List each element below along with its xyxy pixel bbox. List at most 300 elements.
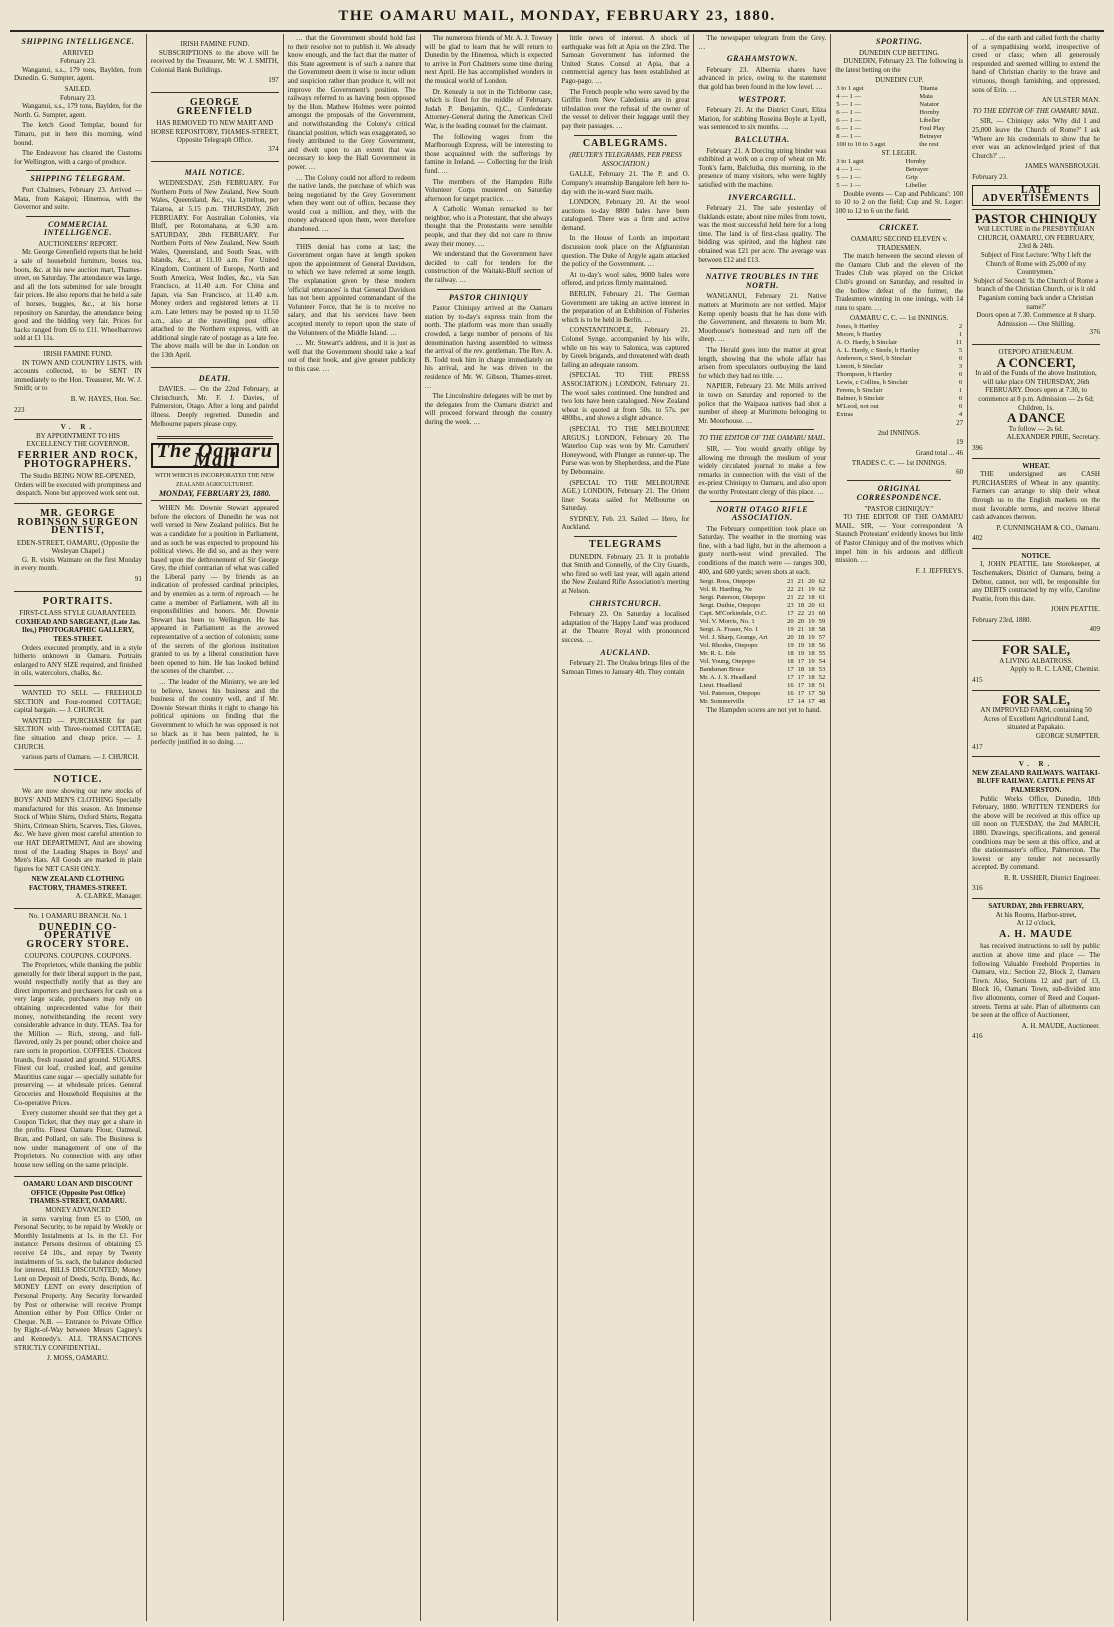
ad-number: 374 [268, 144, 279, 153]
chiniquy-letter-text: TO THE EDITOR OF THE OAMARU MAIL. SIR, — Your correspondent 'A Staunch Protestant' evidently knows but little of Pastor Chiniquy and of the motives which impel him in his arduous and difficult mission. … [835, 513, 964, 565]
table-cell: 61 [818, 602, 826, 610]
notice-heading: NOTICE. [53, 773, 103, 785]
ketch-text: The ketch Good Templar, bound for Timaru, put in here this morning, wind bound. [14, 121, 142, 147]
shipping-telegram-heading: SHIPPING TELEGRAM. [30, 174, 126, 184]
cable-2: LONDON, February 20. At the wool auctions to-day 8800 bales have been catalogued. There was a firm and active demand. [561, 198, 690, 232]
sailed-date: February 23. [60, 93, 96, 102]
table-cell: Natator [919, 100, 940, 108]
moss-signature: J. MOSS, OAMARU. [47, 1354, 109, 1363]
cable-9: (SPECIAL TO THE MELBOURNE AGE.) LONDON, February 21. The Orient liner Sorata sailed for Melbourne on Saturday. [561, 478, 690, 513]
news-item-4: The members of the Hampden Rifle Volunteer Corps mustered on Saturday afternoon for target practice. … [424, 177, 553, 203]
table-cell: 18 [797, 634, 805, 642]
ad-number: 415 [972, 676, 983, 684]
cricket-score-row [835, 403, 963, 411]
mail-heading: MAIL NOTICE. [184, 167, 245, 177]
wanted-ad-3: various parts of Oamaru. — J. CHURCH. [22, 753, 140, 762]
table-cell: A. O. Hardy, b Sinclair [836, 338, 898, 346]
divider [26, 170, 130, 171]
table-cell: 17 [797, 682, 805, 690]
sale-rooms: At his Rooms, Harbor-street, [995, 910, 1077, 919]
table-cell: Hornby [905, 157, 926, 165]
coxhead-text: Orders executed promptly, and in a style hitherto unknown in Oamaru. Portraits enlarged to ANY SIZE required, and finished in oils, watercolors, chalks, &c. [14, 643, 142, 678]
notice2-text: I, JOHN PEATTIE, late Storekeeper, at Teschemakers, District of Oamaru, being a Debtor, cannot, nor will, be responsible for any DEBTS contracted by my wife, Caroline Peattie, from this date. [972, 560, 1100, 603]
table-cell: Mr. A. J. S. Headland [699, 674, 757, 682]
rifle-scores-table [698, 578, 826, 706]
late-advertisements-heading: LATE ADVERTISEMENTS [972, 185, 1100, 206]
rifle-score-row [698, 698, 826, 706]
chiniquy-heading: PASTOR CHINIQUY [448, 292, 529, 302]
christchurch-text: February 23. On Saturday a localised adaptation of the 'Happy Land' was produced at the Theatre Royal with pronounced success. … [561, 610, 690, 644]
mail-notice [151, 161, 279, 364]
news-item-6: We understand that the Government have decided to call for tenders for the construction of the Waitaki-Bluff section of the railway. … [424, 250, 553, 285]
column-2 [147, 34, 284, 1621]
portraits-subheading: FIRST-CLASS STYLE GUARANTEED. [19, 609, 137, 618]
robinson-ad [14, 503, 142, 588]
portraits-ad [14, 591, 142, 682]
cable-8: (SPECIAL TO THE MELBOURNE ARGUS.) LONDON, February 20. The Waterloo Cup was won by Mr. Carruthers' Honeywood, with Plunger as runner-up. The Purse was won by Shepherdess, and the Plate by Debonnaire. [561, 424, 690, 476]
pirie-signature: ALEXANDER PIRIE, Secretary. [1006, 433, 1100, 442]
rifle-score-row [698, 690, 826, 698]
endeavour-text: The Endeavour has cleared the Customs for Wellington, with a cargo of produce. [14, 149, 142, 166]
wansbrough-signature: JAMES WANSBROUGH. [1025, 162, 1100, 171]
ad-number: 91 [134, 575, 142, 584]
sailed-text: Wanganui, s.s., 179 tons, Baylden, for the North. G. Sumpter, agent. [14, 102, 142, 119]
native-troubles-text-2: The Herald goes into the matter at great length, showing that the whole affair has arisen from speculators outbuying the land for which they had no title. … [698, 346, 827, 380]
ferrier-text: The Studio BEING NOW RE-OPENED, Orders will be executed with promptness and despatch. None but approved work sent out. [14, 472, 142, 498]
table-cell: 4 [958, 410, 963, 418]
columns [10, 34, 1104, 1621]
table-cell: 6 — 1 — [836, 108, 861, 116]
dance-text: To follow — 2s 6d. [1008, 424, 1064, 433]
table-cell: 17 [797, 674, 805, 682]
maude-ad [972, 898, 1100, 1043]
table-cell: 0 [958, 394, 963, 402]
table-cell: 62 [818, 578, 826, 586]
famine-signature: B. W. HAYES, Hon. Sec. [70, 394, 142, 403]
leader-paragraph-6: … Mr. Stewart's address, and it is just as well that the Government should take a leaf out of their book, and give greater publicity to this case. … [287, 339, 416, 373]
table-cell: 0 [958, 370, 963, 378]
table-cell: 55 [818, 650, 826, 658]
column-3 [284, 34, 421, 1621]
wanted-ad-1: WANTED TO SELL — FREEHOLD SECTION and Four-roomed COTTAGE; capital bargain. — J. CHURCH. [14, 689, 142, 715]
famine-heading: IRISH FAMINE FUND. [43, 350, 113, 358]
divider [710, 501, 814, 502]
wanted-ads [14, 685, 142, 766]
divider [710, 429, 814, 430]
table-cell: 48 [818, 698, 826, 706]
jeffreys-signature: F. J. JEFFREYS. [915, 566, 964, 575]
table-cell: 22 [787, 586, 794, 594]
lane-signature: Apply to R. C. LANE, Chemist. [1009, 665, 1100, 674]
betting-row [835, 166, 963, 174]
ad-number: 417 [972, 742, 983, 751]
table-cell: Capt. M'Corkindale, O.C. [699, 610, 768, 618]
maude-signature: A. H. MAUDE, Auctioneer. [1021, 1021, 1100, 1030]
letter2-date: February 23. [972, 172, 1008, 181]
cricket-score-row [835, 331, 963, 339]
table-cell: Mr. Sommerville [699, 698, 745, 706]
column-1 [10, 34, 147, 1621]
trades-total: 60 [956, 467, 964, 476]
auction-heading: AUCTIONEERS' REPORT. [38, 239, 118, 248]
table-cell: Sergt. Paterson, Otepopo [699, 594, 766, 602]
betting-row [835, 141, 963, 149]
betting-row [835, 101, 963, 109]
chiniquy-lecture-ad [972, 209, 1100, 341]
table-cell: Libeller [919, 116, 941, 124]
robinson-address: EDEN-STREET, OAMARU, (Opposite the Wesleyan Chapel.) [16, 538, 140, 556]
divider [300, 238, 404, 239]
cricket-text: The match between the second eleven of the Oamaru Club and the eleven of the Trades Club was played on the Cricket Club's ground on Saturday, and resulted in the hollow defeat of the former, the Tradesmen winning in one innings, with 14 runs to spare. … [835, 252, 964, 312]
cricket-score-row [835, 395, 963, 403]
auckland-text: February 21. The Oralea brings files of the Samoan Times to January 4th. They contain [561, 659, 690, 676]
railways-text: Public Works Office, Dunedin, 18th February, 1880. WRITTEN TENDERS for the above will be received at this office up till noon on TUESDAY, the 2nd MARCH, 1880. Drawings, specifications, and general conditions may be seen at this office, and at the stationmaster's office, Palmerston. The lowest or any tender not necessarily accepted. By command. [972, 794, 1100, 872]
table-cell: 60 [818, 610, 826, 618]
clarke-signature: A. CLARKE, Manager. [75, 892, 142, 901]
table-cell: Foul Play [919, 124, 945, 132]
news-item-7: little news of interest. A shock of earthquake was felt at Apia on the 23rd. The Samoan Government has informed the United States Consul at Apia, that a commercial agency has been established at Pago-pago. … [561, 34, 690, 85]
table-cell: Balmer, b Sinclair [836, 394, 885, 402]
rifle-score-row [698, 586, 826, 594]
table-cell: Vol. Rhodes, Otepopo [699, 642, 758, 650]
table-cell: 8 — 1 — [836, 132, 861, 140]
cricket-score-row [835, 323, 963, 331]
table-cell: A. L. Hardy, c Steele, b Hartley [836, 346, 920, 354]
table-cell: Sergt. Ross, Otepopo [699, 578, 756, 586]
rifle-score-row [698, 666, 826, 674]
table-cell: Moore, b Hartley [836, 330, 882, 338]
dunedin-telegram: DUNEDIN. February 23. It is probable that Smith and Connelly, of the City Guards, who fired so well last year, will again attend the New Zealand Rifle Association's meeting at Nelson. [561, 552, 690, 596]
grand-total: Grand total ... 46 [915, 448, 964, 457]
table-cell: 5 [958, 346, 963, 354]
farm-text: AN IMPROVED FARM, containing 50 Acres of Excellent Agricultural Land, situated at Papakaio. [980, 706, 1092, 732]
ad-number: 396 [972, 443, 983, 452]
correspondence-heading: TO THE EDITOR OF THE OAMARU MAIL. [698, 434, 826, 443]
cricket-heading: CRICKET. [879, 223, 920, 233]
table-cell: 52 [818, 674, 826, 682]
balclutha-heading: BALCLUTHA. [734, 134, 790, 144]
famine2-text: SUBSCRIPTIONS to the above will be received by the Treasurer, Mr. W. J. SMITH, Colonial Bank Buildings. [150, 48, 279, 74]
cricket-score-row [835, 355, 963, 363]
betting-heading: DUNEDIN CUP BETTING. [858, 48, 940, 57]
table-cell: 20 [797, 618, 805, 626]
table-cell: Vol. Young, Otepopo [699, 658, 755, 666]
betting-row [835, 109, 963, 117]
table-cell: Vol. R. Harding, Ne [699, 586, 752, 594]
table-cell: 5 — 1 — [836, 173, 861, 181]
table-cell: Betrayer [905, 165, 929, 173]
table-cell: 20 [808, 578, 815, 586]
railways-ad [972, 756, 1100, 895]
betting-row [835, 174, 963, 182]
table-cell: 18 [808, 650, 815, 658]
table-cell: 4 — 1 — [836, 92, 861, 100]
christchurch-heading: CHRISTCHURCH. [589, 598, 662, 608]
table-cell: 17 [808, 690, 815, 698]
table-cell: Ferens, b Sinclair [836, 386, 883, 394]
ad-number: 409 [1089, 624, 1100, 633]
peattie-signature: JOHN PEATTIE. [1051, 605, 1100, 614]
table-cell: the rest [919, 140, 939, 148]
table-cell: 16 [787, 690, 794, 698]
maude-heading: A. H. MAUDE [999, 928, 1073, 940]
albatross-text: A LIVING ALBATROSS. [999, 656, 1073, 665]
table-cell: 19 [797, 642, 805, 650]
cricket-score-row [835, 387, 963, 395]
westport-heading: WESTPORT. [738, 94, 787, 104]
table-cell: 21 [787, 594, 794, 602]
table-cell: 16 [787, 682, 794, 690]
table-cell: Grip [905, 173, 918, 181]
famine-ad [14, 346, 142, 416]
ad-number: 223 [14, 405, 25, 414]
table-cell: 14 [797, 698, 805, 706]
rifle-score-row [698, 594, 826, 602]
rifle-text: The February competition took place on Saturday. The weather in the morning was fine, with a bad light, but in the afternoon a gusty north-west wind prevailed. The conditions of the match were — ranges 300, 400, and 600 yards; seven shots at each. [698, 524, 827, 576]
auction-text: Mr. George Greenfield reports that he held a sale of household furniture, boxes tea, boots, &c. at his new auction mart, Thames-street, on Saturday. The attendance was large, and all the lots submitted for sale brought fair prices. He also reports that he held a sale of horses, buggies, &c., at his horse repository on Saturday, the attendance being good and the bidding very fair. Prices for hacks ranged from £6 to £11. Wheelbarrows sold at £1 11s. [14, 248, 142, 343]
table-cell: 18 [787, 650, 794, 658]
cup-betting-table [835, 85, 963, 149]
grahamstown-heading: GRAHAMSTOWN. [726, 54, 798, 64]
chiniquy-letter-heading: "PASTOR CHINIQUY." [864, 504, 934, 513]
table-cell: 17 [787, 610, 794, 618]
concert-text: In aid of the Funds of the above Institution, will take place ON THURSDAY, 26th FEBRUARY. Doors open at 7.30, to commence at 8 p.m. Admission — 2s 6d; Children, 1s. [975, 369, 1097, 412]
ulster-signature: AN ULSTER MAN. [1041, 96, 1100, 105]
masthead: THE OAMARU MAIL, MONDAY, FEBRUARY 23, 1880. [10, 8, 1104, 32]
leader-paragraph-2: … The leader of the Ministry, we are led to believe, knows his business and the business of the country well, and if Mr. Downie Stewart thinks it right to change his political opinions on finding that the Government to which he was opposed is not so black as it has been painted, he is perfectly justified in so doing. … [150, 678, 279, 747]
table-cell: 0 [958, 354, 963, 362]
divider [574, 536, 678, 537]
wheat-text: THE undersigned are CASH PURCHASERS of Wheat in any quantity. Farmers can arrange to ship their wheat through us to the English markets on the most favorable terms, and receive liberal cash advances thereon. [972, 470, 1100, 522]
table-cell: 23 [787, 602, 794, 610]
commercial-heading: COMMERCIAL INTELLIGENCE. [43, 219, 112, 238]
table-cell: 22 [797, 594, 805, 602]
newspaper-subtitle: WITH WHICH IS INCORPORATED THE NEW ZEALAND AGRICULTURIST. [155, 473, 275, 488]
factory-name: NEW ZEALAND CLOTHING FACTORY, THAMES-STREET. [28, 875, 127, 892]
ad-number: 376 [1089, 328, 1100, 337]
table-cell: 3 [958, 362, 963, 370]
wheat-heading: WHEAT. [1022, 461, 1050, 470]
portraits-heading: PORTRAITS. [42, 595, 114, 607]
table-cell: 56 [818, 642, 826, 650]
grahamstown-text: February 23. Albernia shares have advanced in price, owing to the statement that gold has been found in the low level. … [698, 65, 827, 91]
sporting-heading: SPORTING. [875, 37, 923, 46]
ad-number: 402 [972, 534, 983, 543]
rifle-score-row [698, 602, 826, 610]
column-5 [558, 34, 695, 1621]
leader-paragraph-4: … The Colony could not afford to redeem the native lands, the purchase of which was being negotiated by the Grey Government when they went out of office, because they would cost a million, and they, with the money advanced upon them, were therefore abandoned. … [287, 173, 416, 234]
chiniquy-second-lecture: Subject of Second: 'Is the Church of Rome a branch of the Christian Church, or is it old Paganism coming back under a Christian name?' [973, 276, 1099, 311]
cricket-score-row [835, 371, 963, 379]
betting-text: DUNEDIN, February 23. The following is the latest betting on the [835, 57, 964, 74]
table-cell: 21 [787, 578, 794, 586]
column-4 [421, 34, 558, 1621]
divider [574, 135, 678, 136]
betting-row [835, 117, 963, 125]
dunedin-cup-subheading: DUNEDIN CUP. [875, 76, 924, 85]
table-cell: 19 [808, 634, 815, 642]
table-cell: 17 [797, 658, 805, 666]
cricket-scores-table [835, 323, 963, 419]
table-cell: Anderson, c Steel, b Sinclair [836, 354, 912, 362]
news-item-3: The following wages from the Marlborough Express, will be interesting to those acquainted with the sufferings by famine in Ireland. — Collecting for the Irish fund. … [424, 132, 553, 175]
ferrier-heading: FERRIER AND ROCK, PHOTOGRAPHERS. [17, 449, 139, 470]
chiniquy-ad-text: Will LECTURE in the PRESBYTERIAN CHURCH, OAMARU, ON FEBRUARY, 23rd & 24th. [977, 225, 1095, 251]
sydney-news: SYDNEY, Feb. 23. Sailed — Hero, for Auckland. [561, 514, 690, 532]
cricket-total-2: 19 [956, 438, 964, 447]
arrived-heading: ARRIVED [62, 48, 94, 57]
loan-text: in sums varying from £5 to £500, on Personal Security, to be repaid by Weekly or Monthly Instalments at 1s. in the £1. For instance: Persons desirous of obtaining £5 receive £4 10s., and repay by Twenty instalments of 5s. each, the balance deducted for interest. BILLS DISCOUNTED; Money Lent on Deposit of Deeds, Scrip, Bonds, &c. MONEY LENT on every description of Personal Property. Any Security forwarded by Post or otherwise will receive Prompt Attention either by Post Office Order or Cheque. N.B. — Entrance to Private Office by Right-of-Way between Messrs Cagney's and Kennedy's. ALL TRANSACTIONS STRICTLY CONFIDENTIAL. [14, 1214, 142, 1352]
letter-continuation: … of the earth and called forth the charity of a sympathising world, irrespective of creed or class; when all generously responded and seemed willing to extend the hand of Christian charity to the brave and virtuous, though famishing, and oppressed, sons of Erin. … [972, 34, 1100, 94]
table-cell: 17 [787, 666, 794, 674]
forsale-heading-1: FOR SALE, [1002, 642, 1071, 658]
table-cell: 18 [787, 658, 794, 666]
vr-mark-2: V. R. [1018, 760, 1054, 769]
column-8 [968, 34, 1104, 1621]
betting-row [835, 133, 963, 141]
table-cell: 6 — 1 — [836, 116, 861, 124]
news-item-8: The French people who were saved by the Griffin from New Caledonia are in great tribulation over the refusal of the owner of the vessel to deliver their luggage until they pay their passages. … [561, 87, 690, 130]
table-cell: 19 [808, 658, 815, 666]
cunningham-signature: P. CUNNINGHAM & CO., Oamaru. [996, 523, 1100, 532]
table-cell: 61 [818, 594, 826, 602]
sailed-heading: SAILED. [64, 84, 92, 93]
correspondence-text: SIR, — You would greatly oblige by allowing me through the medium of your widely circulated journal to make a few remarks in connection with the visit of the ex-priest Chiniquy to Oamaru, and also upon the worthy Protestant clergy of this place. … [698, 444, 827, 496]
table-cell: 22 [797, 610, 805, 618]
table-cell: 62 [818, 586, 826, 594]
table-cell: 3 to 1 agst [836, 157, 864, 165]
wheat-ad [972, 458, 1100, 545]
chiniquy-first-lecture: Subject of First Lecture: 'Why I left the Church of Rome with 25,000 of my Countrymen.' [980, 251, 1092, 277]
sale-time: At 12 o'clock, [1016, 919, 1056, 928]
table-cell: 17 [797, 690, 805, 698]
greenfield-ad [151, 92, 279, 158]
railways-heading: NEW ZEALAND RAILWAYS. WAITAKI-BLUFF RAILWAY. CATTLE PENS AT PALMERSTON. [972, 768, 1100, 794]
table-cell: 54 [818, 658, 826, 666]
cricket-score-row [835, 363, 963, 371]
cable-3: In the House of Lords an important discussion took place on the Afghanistan question. The Duke of Argyle again attacked the policy of the Government. … [561, 234, 690, 269]
rifle-score-row [698, 626, 826, 634]
cablegrams-subheading: (REUTER'S TELEGRAMS, PER PRESS ASSOCIATION.) [569, 151, 682, 168]
balclutha-text: February 21. A Dorcing string binder was exhibited at work on a crop of wheat on Mr. Tonk's farm, Balclutha, this morning, in the presence of many visitors, who were highly satisfied with the machine. [698, 146, 827, 189]
notice2-heading: NOTICE. [1021, 551, 1051, 560]
divider [437, 289, 541, 290]
original-correspondence-heading: ORIGINAL CORRESPONDENCE. [856, 484, 942, 503]
table-cell: 51 [818, 682, 826, 690]
rifle-score-row [698, 650, 826, 658]
divider [847, 219, 951, 220]
table-cell: 18 [808, 626, 815, 634]
forsale-heading-2: FOR SALE, [1002, 691, 1071, 707]
column-7 [831, 34, 968, 1621]
cablegrams-heading: CABLEGRAMS. [582, 137, 669, 149]
table-cell: 17 [787, 698, 794, 706]
mail-text: WEDNESDAY, 25th FEBRUARY. For Northern Ports of New Zealand, New South Wales, Queensland, &c., via Lyttelton, per Taiaroa, at 5.15 p.m. THURSDAY, 26th FEBRUARY. For Australian Colonies, via Bluff, per Rotomahana, at 6.30 a.m. SATURDAY, 28th FEBRUARY. For Northern Ports of New Zealand, New South Wales, Queensland, and South Seas, with Islands, &c., at 11.10 a.m. For United Kingdom, Continent of Europe, North and South America, West Indies, &c., via San Francisco, at 11.40 a.m. For China and Japan, via San Francisco, at 11.40 a.m. Money orders and registered letters at 11 a.m. Late letters may be posted up to 11.50 a.m., also at the travelling post office attached to the Northern express, with an additional single rate of postage as a late fee. The above mails will be due in London on the 13th April. [150, 179, 279, 359]
table-cell: 18 [808, 666, 815, 674]
table-cell: Hornby [919, 108, 940, 116]
greenfield-heading: GEORGE GREENFIELD [176, 96, 253, 117]
cricket-score-row [835, 347, 963, 355]
table-cell: 18 [797, 602, 805, 610]
table-cell: 53 [818, 666, 826, 674]
news-item-9: The newspaper telegram from the Grey. … [698, 34, 827, 51]
divider [710, 268, 814, 269]
leger-betting-table [835, 158, 963, 190]
newspaper-title: The Oamaru Mail [151, 443, 279, 468]
betting-row [835, 182, 963, 190]
table-cell: Titania [919, 84, 938, 92]
coop-text: The Proprietors, while thanking the public generally for their liberal support in the past, would respectfully notify that as they are direct importers and purchasers for cash on a very large scale, purchasers may rely on obtaining unprecedented value for their money, notwithstanding the recent very considerable advance in duty. TEAS. Tea for the Million — Rich, strong, and full-flavored, only 2s per pound; other choice and rare sorts in proportion. COFFEES. Choicest brands, fresh roasted and ground. SUGARS. Finest cut loaf, crushed loaf, and genuine Mauritius cane sugar — specially suitable for preserving — at wholesale prices. General Groceries and Household Requisites at the Co-operative Prices. [14, 961, 142, 1107]
cable-6: CONSTANTINOPLE, February 21. Colonel Synge, accompanied by his wife, while on his way to Salonica, was captured by Greek brigands, and threatened with death failing an adequate ransom. [561, 326, 690, 369]
table-cell: 58 [818, 626, 826, 634]
column-6 [694, 34, 831, 1621]
divider [26, 216, 130, 217]
table-cell: Lintott, b Sinclair [836, 362, 883, 370]
death-notice [151, 367, 279, 433]
table-cell: 18 [808, 682, 815, 690]
chiniquy-text: Pastor Chiniquy arrived at the Oamaru station by to-day's express train from the north. The platform was more than usually crowded, a large number of persons of his denomination having assembled to witness the arrival of the rev. gentleman. The Rev. A. B. Todd took him in charge immediately on his arrival, and he was driven to the residence of Mr. W. Gibson, Thames-street. … [424, 304, 553, 390]
shipping-telegram-text: Port Chalmers, February 23. Arrived — Mata, from Kaiapoi; Hinemoa, with the Governor and suite. [14, 185, 142, 212]
native-troubles-heading: NATIVE TROUBLES IN THE NORTH. [705, 272, 820, 290]
betting-row [835, 85, 963, 93]
coupons-line: COUPONS. COUPONS. COUPONS. [24, 952, 132, 961]
news-item-2: Dr. Kenealy is not in the Tichborne case, which is fixed for the middle of February. Judah P. Benjamin, Q.C., Confederate Attorney-General during the American Civil War, is the leading counsel for the claimant. [424, 87, 553, 130]
table-cell: 21 [797, 586, 805, 594]
ad-number: 416 [972, 1032, 983, 1041]
table-cell: 17 [787, 674, 794, 682]
arrived-text: Wanganui, s.s., 179 tons, Baylden, from Dunedin. G. Sumpter, agent. [14, 65, 142, 83]
table-cell: Betrayer [919, 132, 942, 140]
table-cell: 100 to 10 to 3 agst [836, 140, 886, 148]
wanted-ad-2: WANTED — PURCHASER for part SECTION with Three-roomed COTTAGE; fine situation and cheap price. — J. CHURCH. [14, 716, 142, 751]
table-cell: 18 [808, 674, 815, 682]
maude-text: has received instructions to sell by public auction at above time and place — The following Valuable Freehold Properties in Oamaru, viz.: Section 22, Block 2, Oamaru Town. Also, Sections 12 and part of 13, Block 16, Oamaru Town, sub-divided into five allotments, corner of Reed and Coquet-streets. Terms at sale. Plan of allotments can be seen at the office of Auctioneer, [972, 942, 1100, 1020]
news-item-1: The numerous friends of Mr. A. J. Towsey will be glad to learn that he will return to Dunedin by the Hinemoa, which is expected to arrive in Port Chalmers some time during next April. He has accomplished wonders in the musical world of London. [424, 34, 553, 85]
betting-row [835, 125, 963, 133]
chiniquy-doors: Doors open at 7.30. Commence at 8 sharp. [976, 311, 1096, 320]
invercargill-heading: INVERCARGILL. [728, 192, 797, 202]
auckland-heading: AUCKLAND. [600, 647, 651, 657]
table-cell: Mata [919, 92, 933, 100]
table-cell: Libeller [905, 181, 927, 189]
cricket-total-1: 27 [956, 418, 964, 427]
famine2-heading: IRISH FAMINE FUND. [180, 40, 250, 48]
table-cell: Jones, b Hartley [836, 322, 879, 330]
telegrams-heading: TELEGRAMS [588, 539, 662, 551]
table-cell: 19 [797, 650, 805, 658]
shipping-heading: SHIPPING INTELLIGENCE. [21, 37, 135, 46]
cricket-innings-2: 2nd INNINGS. [877, 429, 921, 438]
rifle-score-row [698, 610, 826, 618]
table-cell: 17 [808, 698, 815, 706]
table-cell: 5 — 1 — [836, 181, 861, 189]
table-cell: M'Leod, not out [836, 402, 879, 410]
cable-7: (SPECIAL TO THE PRESS ASSOCIATION.) LONDON, February 21. The wool sales continued. One hundred and two lots have been catalogued. New Zealand wheat is quoted at from 50s. to 57s. per 480lbs., and shows a slight advance. [561, 371, 690, 423]
rifle-score-row [698, 634, 826, 642]
rifle-score-row [698, 642, 826, 650]
ad-number: 197 [268, 76, 279, 85]
table-cell: 20 [787, 618, 794, 626]
invercargill-text: February 21. The sale yesterday of Oaklands estate, about nine miles from town, was the most successful held here for a long time. The land is of first-class quality. The bidding was spirited, and the highest rate obtained was £21 per acre. The average was between £12 and £13. [698, 204, 827, 264]
table-cell: 21 [808, 610, 815, 618]
coop-ad [14, 908, 142, 1173]
dance-heading: A DANCE [1006, 410, 1066, 426]
famine-fund-ad [151, 37, 279, 89]
native-troubles-text: WANGANUI, February 21. Native matters at Murimotu are not settled. Major Kemp openly boasts that he has done with the Government, and threatens to burn Mr. Moorhouse's homestead and turn off the sheep. … [698, 292, 827, 344]
chiniquy-ad-heading: PASTOR CHINIQUY [974, 210, 1098, 226]
table-cell: 19 [808, 586, 815, 594]
table-cell: 50 [818, 690, 826, 698]
